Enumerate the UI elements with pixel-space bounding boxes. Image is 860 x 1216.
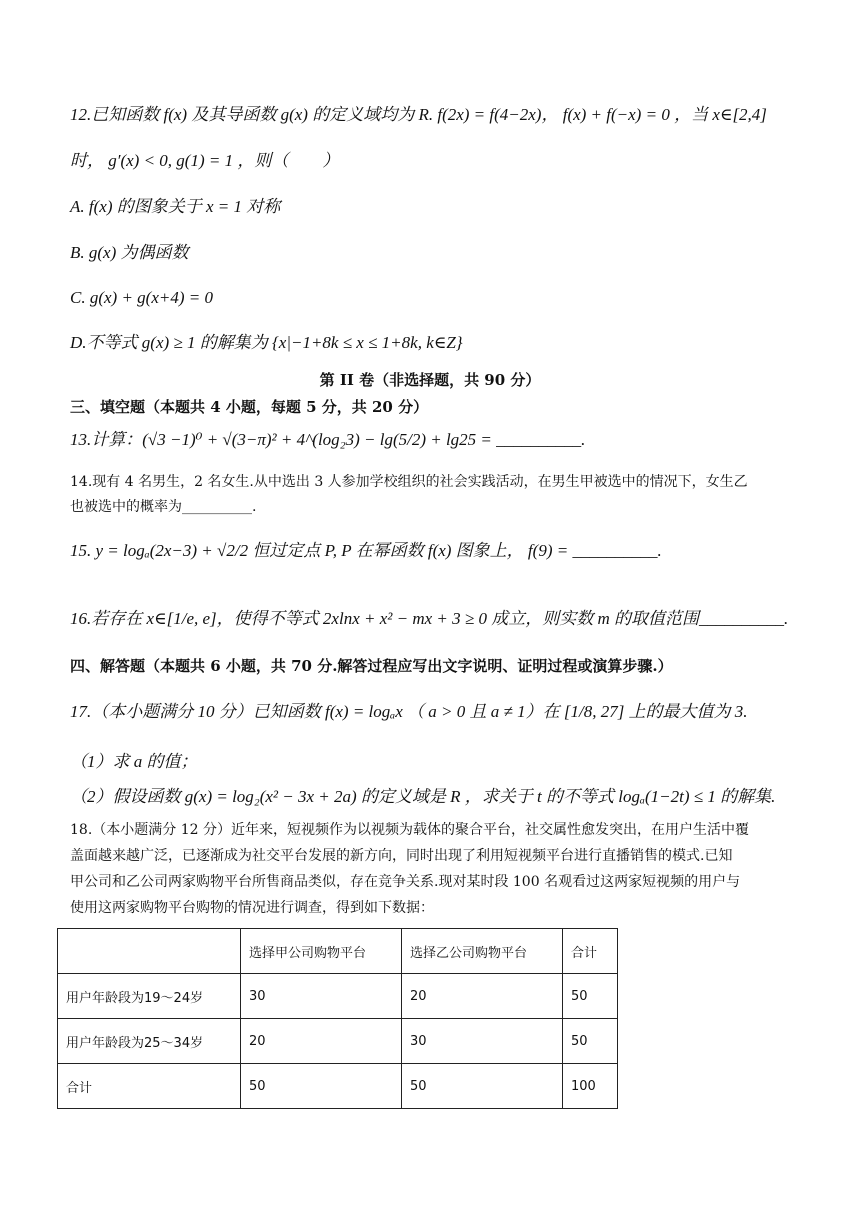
table-header-cell: 合计 (563, 929, 618, 974)
q12-line2: 时， g′(x) < 0, g(1) = 1 ，则（ ） (70, 151, 340, 170)
q17-stem: 17.（本小题满分 10 分）已知函数 f(x) = logₐx （ a > 0 且 a ≠ 1）在 [1/8, 27] 上的最大值为 3. (70, 702, 748, 721)
q12-option-d: D.不等式 g(x) ≥ 1 的解集为 {x|−1+8k ≤ x ≤ 1+8k, k∈Z} (70, 333, 463, 352)
table-cell: 50 (563, 974, 618, 1019)
table-row (58, 974, 618, 1019)
table-header-cell: 选择乙公司购物平台 (402, 929, 563, 974)
table-header-row (58, 929, 618, 974)
q18-line1: 18.（本小题满分 12 分）近年来，短视频作为以视频为载体的聚合平台，社交属性愈发突出，在用户生活中覆 (70, 822, 749, 838)
q17-part2: （2）假设函数 g(x) = log₂(x² − 3x + 2a) 的定义域是 R ，求关于 t 的不等式 logₐ(1−2t) ≤ 1 的解集. (70, 787, 776, 806)
q12-option-c: C. g(x) + g(x+4) = 0 (70, 288, 213, 307)
table-header-cell (58, 929, 241, 974)
survey-table (57, 928, 618, 1109)
table-cell: 50 (563, 1019, 618, 1064)
q18-line3: 甲公司和乙公司两家购物平台所售商品类似，存在竞争关系.现对某时段 100 名观看过这两家短视频的用户与 (70, 874, 741, 890)
q12-option-a: A. f(x) 的图象关于 x = 1 对称 (70, 197, 281, 216)
q18-line2: 盖面越来越广泛，已逐渐成为社交平台发展的新方向，同时出现了利用短视频平台进行直播销售的模式.已知 (70, 848, 733, 864)
table-cell: 50 (241, 1064, 402, 1109)
table-header-cell: 选择甲公司购物平台 (241, 929, 402, 974)
table-cell: 合计 (58, 1064, 241, 1109)
q16: 16.若存在 x∈[1/e, e]，使得不等式 2xlnx + x² − mx + 3 ≥ 0 成立，则实数 m 的取值范围__________. (70, 609, 789, 628)
q12-line1: 12.已知函数 f(x) 及其导函数 g(x) 的定义域均为 R. f(2x) = f(4−2x)， f(x) + f(−x) = 0 ，当 x∈[2,4] (70, 105, 767, 124)
table-cell: 用户年龄段为25～34岁 (58, 1019, 241, 1064)
q18-line4: 使用这两家购物平台购物的情况进行调查，得到如下数据： (70, 900, 434, 916)
section3-title: 三、填空题（本题共 4 小题，每题 5 分，共 20 分） (70, 398, 429, 416)
section4-title: 四、解答题（本题共 6 小题，共 70 分.解答过程应写出文字说明、证明过程或演算步骤.） (70, 657, 673, 675)
table-cell: 20 (241, 1019, 402, 1064)
table-cell: 100 (563, 1064, 618, 1109)
table-cell: 30 (402, 1019, 563, 1064)
q17-part1: （1）求 a 的值； (70, 752, 198, 771)
table-cell: 20 (402, 974, 563, 1019)
q14-line1: 14.现有 4 名男生，2 名女生.从中选出 3 人参加学校组织的社会实践活动，在男生甲被选中的情况下，女生乙 (70, 474, 748, 490)
table-row (58, 1064, 618, 1109)
q13: 13.计算：(√3 −1)⁰ + √(3−π)² + 4^(log₂3) − lg(5/2) + lg25 = __________. (70, 430, 586, 449)
q14-line2: 也被选中的概率为__________. (70, 499, 257, 515)
table-cell: 用户年龄段为19～24岁 (58, 974, 241, 1019)
table-cell: 30 (241, 974, 402, 1019)
part2-title: 第 II 卷（非选择题，共 90 分） (319, 371, 541, 389)
table-row (58, 1019, 618, 1064)
q12-option-b: B. g(x) 为偶函数 (70, 243, 189, 262)
table-cell: 50 (402, 1064, 563, 1109)
q15: 15. y = logₐ(2x−3) + √2/2 恒过定点 P, P 在幂函数 f(x) 图象上， f(9) = __________. (70, 541, 662, 560)
